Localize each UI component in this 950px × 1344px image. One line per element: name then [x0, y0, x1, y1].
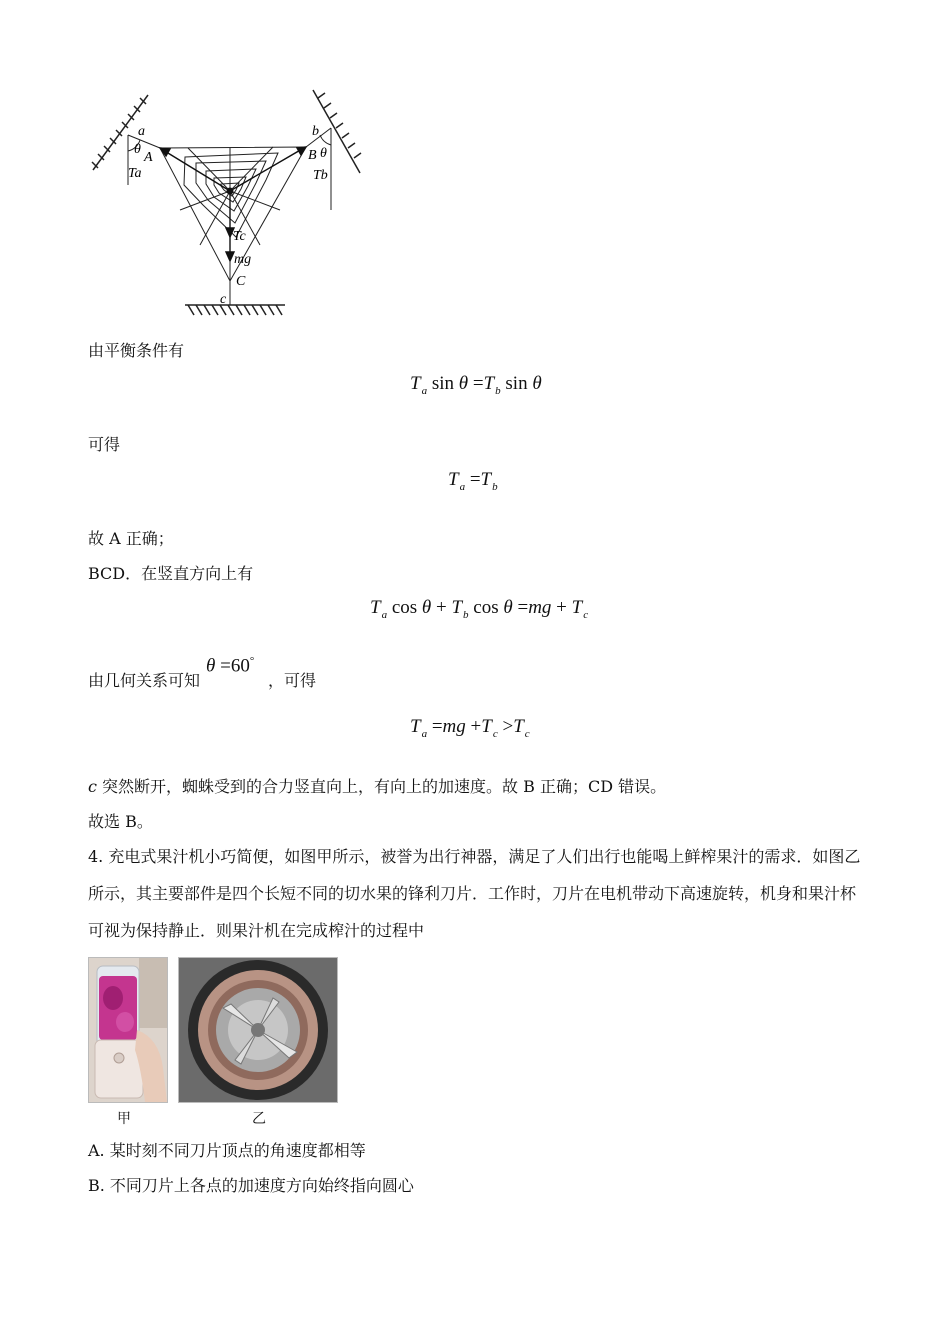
caption-jia: 甲	[117, 1111, 131, 1127]
juicer-photo-yi	[178, 957, 338, 1103]
label-c: c	[220, 292, 227, 307]
obtain-label-1: 可得	[88, 435, 121, 454]
spider-web-figure	[88, 85, 373, 320]
label-b: b	[312, 124, 319, 139]
label-theta-b: θ	[320, 146, 327, 161]
equation-3: $T_a$ $\cos \theta + T_b$ $\cos \theta =mg + T_c$	[370, 597, 589, 621]
juicer-photo-jia	[88, 957, 168, 1103]
label-C: C	[236, 274, 246, 289]
conclusion-line	[88, 777, 666, 797]
option-b: B. 不同刀片上各点的加速度方向始终指向圆心	[88, 1176, 414, 1195]
equation-2: $T_a =T_b$	[448, 469, 498, 493]
choose-line: 故选 B。	[88, 812, 153, 831]
label-Ta: Ta	[128, 166, 142, 181]
conclusion-c: c	[88, 777, 97, 796]
a-correct-line: 故 A 正确；	[88, 529, 174, 548]
geometry-prefix: 由几何关系可知	[88, 671, 201, 690]
label-theta-a: θ	[134, 142, 141, 157]
geometry-suffix: ，可得	[268, 671, 317, 690]
label-mg: mg	[234, 252, 252, 267]
label-B: B	[308, 148, 317, 163]
balance-intro: 由平衡条件有	[88, 341, 185, 360]
label-A: A	[144, 150, 153, 165]
label-a: a	[138, 124, 145, 139]
label-Tb: Tb	[313, 168, 328, 183]
equation-1: $T_a$ $\sin \theta =T_b$ sin θ	[410, 373, 542, 397]
ground	[185, 305, 285, 315]
geometry-line	[88, 671, 200, 691]
equation-4: θ =60°	[206, 655, 255, 677]
bcd-intro-line: BCD．在竖直方向上有	[88, 564, 254, 583]
caption-yi: 乙	[252, 1111, 266, 1127]
option-a: A. 某时刻不同刀片顶点的角速度都相等	[88, 1141, 366, 1160]
question-4-text: 4. 充电式果汁机小巧简便，如图甲所示，被誉为出行神器，满足了人们出行也能喝上鲜榨果汁的需求．如图乙所示，其主要部件是四个长短不同的切水果的锋利刀片．工作时，刀片在电机带动下高速旋转，机身和果汁杯可视为保持静止．则果汁机在完成榨汁的过程中	[88, 847, 861, 940]
equation-5: $T_a =mg +T_c >T_c$	[410, 716, 530, 740]
conclusion-rest: 突然断开，蜘蛛受到的合力竖直向上，有向上的加速度。故 B 正确；CD 错误。	[96, 777, 667, 796]
label-Tc: Tc	[233, 229, 246, 244]
